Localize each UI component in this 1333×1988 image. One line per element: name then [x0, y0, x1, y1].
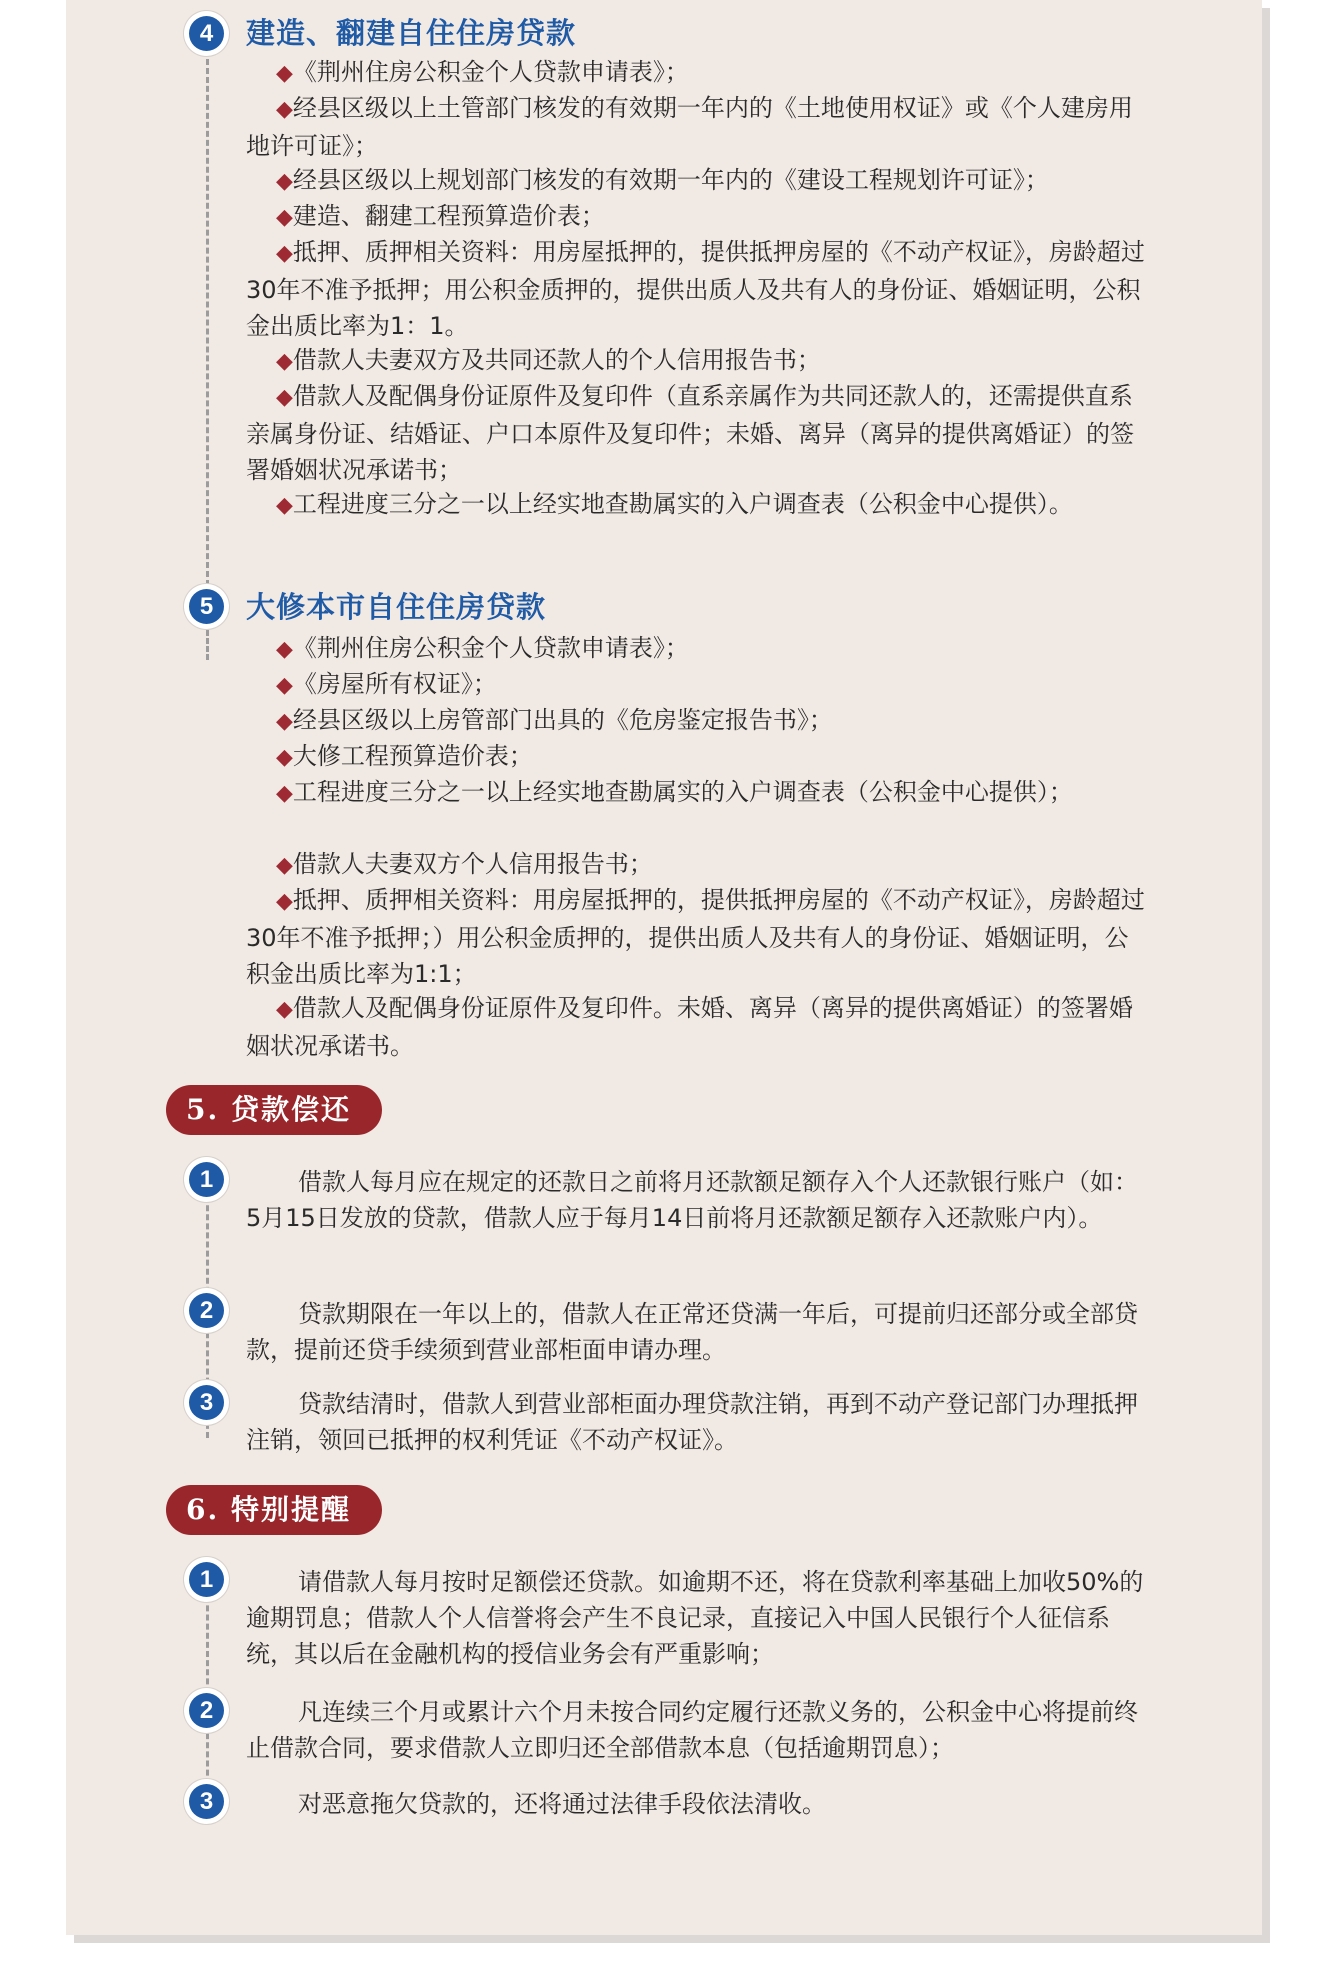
list-item — [246, 162, 1146, 200]
number-badge-label: 4 — [189, 16, 224, 51]
list-item-text: 大修工程预算造价表； — [292, 742, 533, 770]
timeline-dashed-line — [206, 50, 209, 595]
paragraph: 凡连续三个月或累计六个月未按合同约定履行还款义务的，公积金中心将提前终止借款合同，要求借款人立即归还全部借款本息（包括逾期罚息）； — [246, 1698, 1138, 1762]
red-diamond-icon: ◆ — [276, 745, 293, 770]
list-item-text: 借款人夫妻双方及共同还款人的个人信用报告书； — [292, 346, 821, 374]
list-item — [246, 342, 1146, 380]
paragraph: 请借款人每月按时足额偿还贷款。如逾期不还，将在贷款利率基础上加收50%的逾期罚息；借款人个人信誉将会产生不良记录，直接记入中国人民银行个人征信系统，其以后在金融机构的授信业务会有严重影响； — [246, 1568, 1144, 1668]
list-item — [246, 702, 1146, 740]
list-item — [246, 486, 1146, 524]
timeline-dashed-line — [206, 630, 209, 660]
list-item — [246, 990, 1146, 1064]
subsection-title-repair: 大修本市自住住房贷款 — [246, 590, 547, 624]
paragraph: 借款人每月应在规定的还款日之前将月还款额足额存入个人还款银行账户（如：5月15日发放的贷款，借款人应于每月14日前将月还款额足额存入还款账户内）。 — [246, 1168, 1138, 1232]
number-badge-4-icon — [184, 11, 229, 56]
number-badge-3-icon — [184, 1380, 229, 1425]
list-item — [246, 90, 1146, 164]
list-item — [246, 882, 1146, 992]
number-badge-label: 5 — [189, 589, 224, 624]
paragraph: 贷款结清时，借款人到营业部柜面办理贷款注销，再到不动产登记部门办理抵押注销，领回已抵押的权利凭证《不动产权证》。 — [246, 1390, 1138, 1454]
red-diamond-icon: ◆ — [276, 97, 293, 122]
red-diamond-icon: ◆ — [276, 997, 293, 1022]
number-badge-2-icon — [184, 1288, 229, 1333]
red-diamond-icon: ◆ — [276, 673, 293, 698]
list-item-text: 抵押、质押相关资料：用房屋抵押的，提供抵押房屋的《不动产权证》，房龄超过30年不准予抵押；）用公积金质押的，提供出质人及共有人的身份证、婚姻证明，公积金出质比率为1:1； — [246, 886, 1145, 988]
list-item-text: 抵押、质押相关资料：用房屋抵押的，提供抵押房屋的《不动产权证》，房龄超过30年不准予抵押；用公积金质押的，提供出质人及共有人的身份证、婚姻证明，公积金出质比率为1：1。 — [246, 238, 1145, 340]
section-heading-repayment: 5. 贷款偿还 — [166, 1085, 382, 1135]
list-item-text: 《荆州住房公积金个人贷款申请表》； — [292, 58, 689, 86]
list-item-text: 借款人夫妻双方个人信用报告书； — [292, 850, 653, 878]
red-diamond-icon: ◆ — [276, 709, 293, 734]
red-diamond-icon: ◆ — [276, 169, 293, 194]
section-heading-reminder: 6. 特别提醒 — [166, 1485, 382, 1535]
number-badge-label: 1 — [189, 1562, 224, 1597]
number-badge-5-icon — [184, 584, 229, 629]
list-item — [246, 234, 1146, 344]
list-item-text: 借款人及配偶身份证原件及复印件（直系亲属作为共同还款人的，还需提供直系亲属身份证、结婚证、户口本原件及复印件；未婚、离异（离异的提供离婚证）的签署婚姻状况承诺书； — [246, 382, 1134, 484]
red-diamond-icon: ◆ — [276, 385, 293, 410]
red-diamond-icon: ◆ — [276, 61, 293, 86]
number-badge-1-icon — [184, 1157, 229, 1202]
list-item — [246, 846, 1146, 884]
list-item-text: 《房屋所有权证》； — [292, 670, 497, 698]
list-item-text: 《荆州住房公积金个人贷款申请表》； — [292, 634, 689, 662]
list-item-text: 工程进度三分之一以上经实地查勘属实的入户调查表（公积金中心提供）； — [292, 778, 1073, 806]
red-diamond-icon: ◆ — [276, 493, 293, 518]
number-badge-label: 2 — [189, 1293, 224, 1328]
red-diamond-icon: ◆ — [276, 349, 293, 374]
red-diamond-icon: ◆ — [276, 853, 293, 878]
list-item — [246, 378, 1146, 488]
subsection-title-build: 建造、翻建自住住房贷款 — [246, 16, 577, 50]
number-badge-1-icon — [184, 1557, 229, 1602]
paragraph: 贷款期限在一年以上的，借款人在正常还贷满一年后，可提前归还部分或全部贷款，提前还贷手续须到营业部柜面申请办理。 — [246, 1300, 1138, 1364]
number-badge-label: 1 — [189, 1162, 224, 1197]
list-item-text: 建造、翻建工程预算造价表； — [292, 202, 605, 230]
list-item — [246, 666, 1146, 704]
red-diamond-icon: ◆ — [276, 637, 293, 662]
red-diamond-icon: ◆ — [276, 781, 293, 806]
list-item — [246, 198, 1146, 236]
red-diamond-icon: ◆ — [276, 889, 293, 914]
list-item-text: 经县区级以上土管部门核发的有效期一年内的《土地使用权证》或《个人建房用地许可证》； — [246, 94, 1133, 160]
red-diamond-icon: ◆ — [276, 205, 293, 230]
list-item-text: 经县区级以上规划部门核发的有效期一年内的《建设工程规划许可证》； — [292, 166, 1049, 194]
list-item — [246, 630, 1146, 668]
paragraph: 对恶意拖欠贷款的，还将通过法律手段依法清收。 — [298, 1790, 826, 1818]
red-diamond-icon: ◆ — [276, 241, 293, 266]
number-badge-3-icon — [184, 1779, 229, 1824]
list-item — [246, 738, 1146, 776]
number-badge-2-icon — [184, 1688, 229, 1733]
number-badge-label: 3 — [189, 1784, 224, 1819]
list-item-text: 经县区级以上房管部门出具的《危房鉴定报告书》； — [292, 706, 833, 734]
list-item — [246, 54, 1146, 92]
list-item-text: 借款人及配偶身份证原件及复印件。未婚、离异（离异的提供离婚证）的签署婚姻状况承诺书。 — [246, 994, 1133, 1060]
number-badge-label: 2 — [189, 1693, 224, 1728]
list-item — [246, 774, 1146, 812]
list-item-text: 工程进度三分之一以上经实地查勘属实的入户调查表（公积金中心提供）。 — [292, 490, 1073, 518]
number-badge-label: 3 — [189, 1385, 224, 1420]
